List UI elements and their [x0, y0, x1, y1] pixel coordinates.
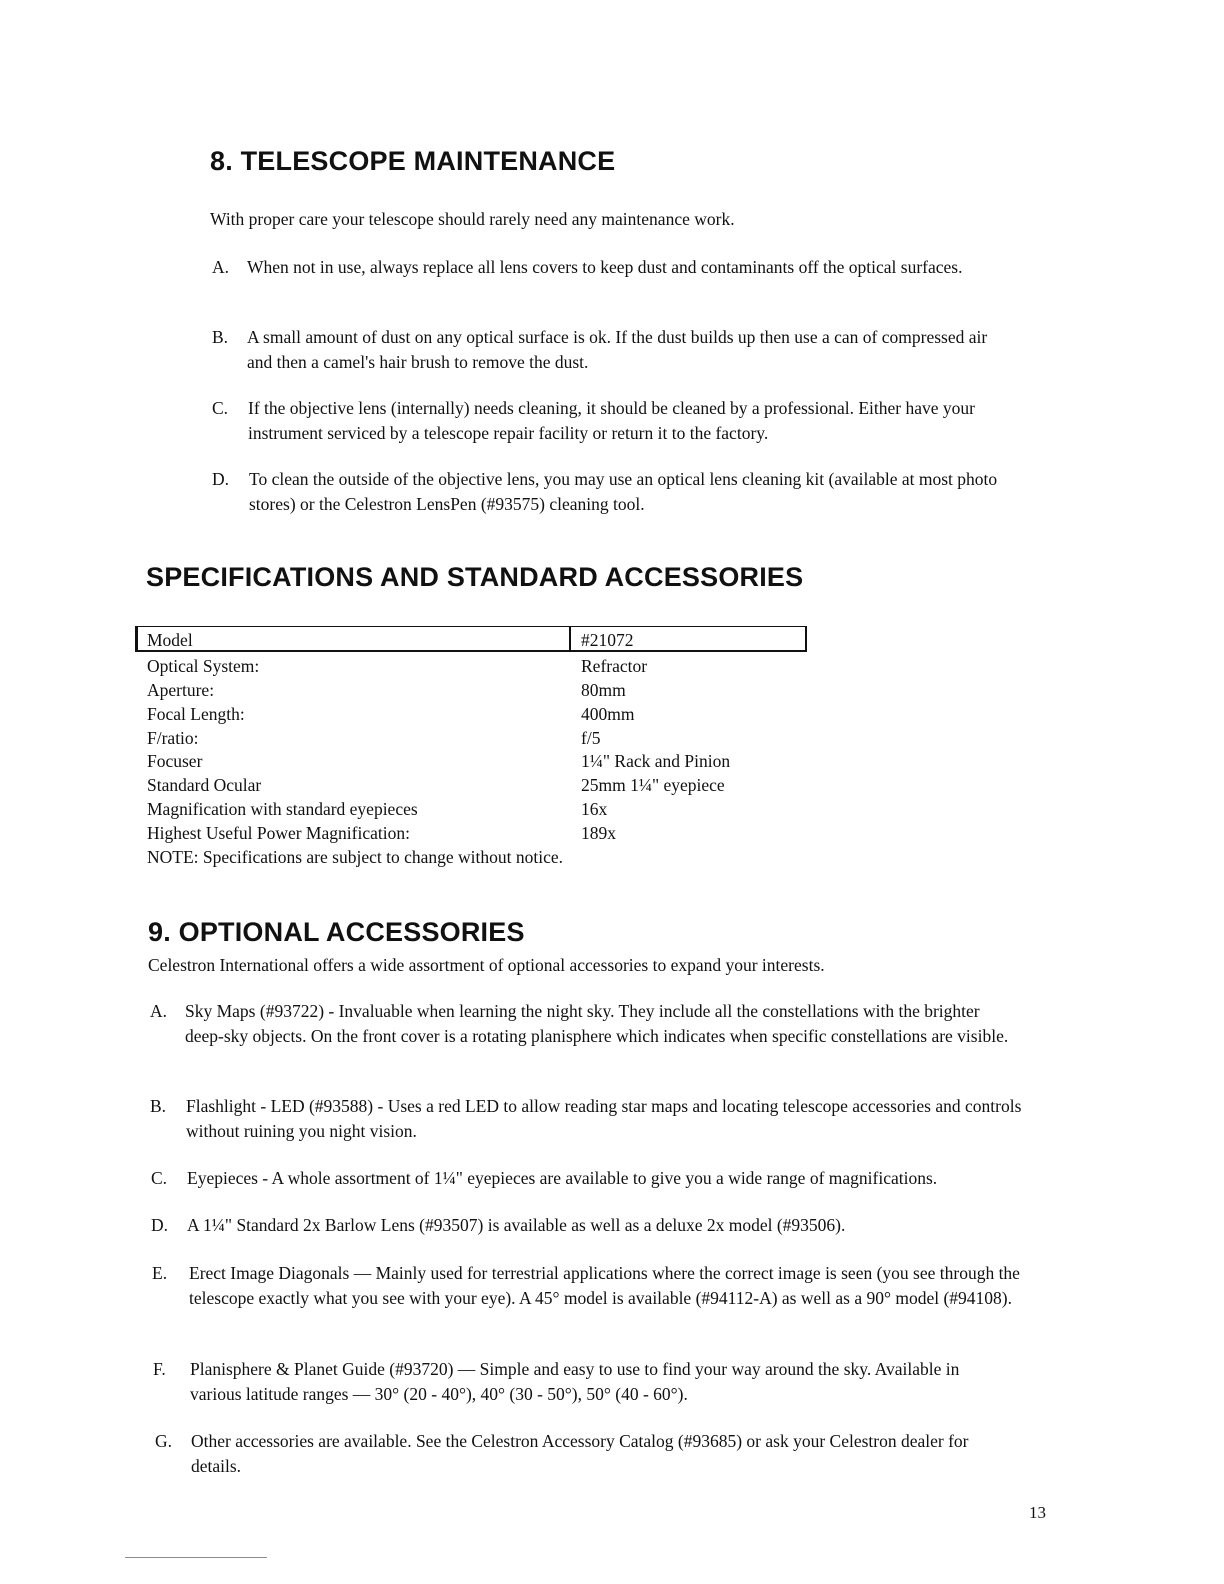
spec-key: Focuser [147, 751, 203, 771]
item-text: When not in use, always replace all lens covers to keep dust and contaminants off the optical surfaces. [247, 257, 963, 277]
item-label: D. [151, 1215, 169, 1235]
spec-key: Model [147, 630, 193, 650]
spec-key: Aperture: [147, 680, 215, 700]
item-text: A small amount of dust on any optical surface is ok. If the dust builds up then use a can of compressed air and then a camel's hair brush to remove the dust. [247, 327, 988, 372]
spec-note: NOTE: Specifications are subject to change without notice. [147, 847, 563, 867]
item-text: Erect Image Diagonals — Mainly used for terrestrial applications where the correct image is seen (you see through the telescope exactly what you see with your eye). A 45° model is available (#94112-A) as well as a 90° model (#94108). [189, 1263, 1020, 1308]
spec-value: 16x [581, 799, 608, 819]
spec-value: #21072 [581, 630, 634, 650]
item-label: B. [150, 1096, 167, 1116]
spec-value: f/5 [581, 728, 601, 748]
spec-value: Refractor [581, 656, 648, 676]
spec-key: F/ratio: [147, 728, 199, 748]
spec-key: Standard Ocular [147, 775, 262, 795]
item-label: E. [152, 1263, 168, 1283]
footer-rule [125, 1557, 267, 1558]
item-text: Planisphere & Planet Guide (#93720) — Simple and easy to use to find your way around the sky. Available in various latitude ranges — 30° (20 - 40°), 40° (30 - 50°), 50° (40 - 60°). [190, 1359, 960, 1404]
spec-key: Magnification with standard eyepieces [147, 799, 418, 819]
section-8-heading: 8. TELESCOPE MAINTENANCE [210, 146, 616, 176]
item-text: If the objective lens (internally) needs cleaning, it should be cleaned by a professional. Either have your instrument serviced by a telescope repair facility or return it to the factory. [248, 398, 975, 443]
section-9-intro: Celestron International offers a wide assortment of optional accessories to expand your interests. [148, 955, 825, 975]
section-9-heading: 9. OPTIONAL ACCESSORIES [148, 917, 525, 947]
item-label: C. [212, 398, 229, 418]
spec-value: 189x [581, 823, 616, 843]
spec-header-box [135, 626, 807, 652]
spec-value: 25mm 1¼" eyepiece [581, 775, 725, 795]
spec-key: Optical System: [147, 656, 260, 676]
item-text: To clean the outside of the objective lens, you may use an optical lens cleaning kit (available at most photo stores) or the Celestron LensPen (#93575) cleaning tool. [249, 469, 998, 514]
spec-value: 400mm [581, 704, 635, 724]
item-label: A. [150, 1001, 168, 1021]
item-label: C. [151, 1168, 168, 1188]
item-text: Eyepieces - A whole assortment of 1¼" eyepieces are available to give you a wide range of magnifications. [187, 1168, 938, 1188]
spec-key: Focal Length: [147, 704, 245, 724]
spec-value: 80mm [581, 680, 626, 700]
item-text: Other accessories are available. See the Celestron Accessory Catalog (#93685) or ask your Celestron dealer for details. [191, 1431, 969, 1476]
page-number: 13 [1029, 1503, 1046, 1522]
item-text: Flashlight - LED (#93588) - Uses a red LED to allow reading star maps and locating telescope accessories and controls without ruining you night vision. [186, 1096, 1022, 1141]
spec-value: 1¼" Rack and Pinion [581, 751, 731, 771]
section-8-intro: With proper care your telescope should rarely need any maintenance work. [210, 209, 735, 229]
item-text: A 1¼" Standard 2x Barlow Lens (#93507) is available as well as a deluxe 2x model (#93506). [187, 1215, 846, 1235]
item-label: F. [153, 1359, 166, 1379]
item-label: B. [212, 327, 229, 347]
spec-header-divider [569, 627, 571, 650]
specifications-heading: SPECIFICATIONS AND STANDARD ACCESSORIES [146, 562, 804, 592]
item-text: Sky Maps (#93722) - Invaluable when learning the night sky. They include all the constellations with the brighter deep-sky objects. On the front cover is a rotating planisphere which indicates when specific constellations are visible. [185, 1001, 1009, 1046]
item-label: A. [212, 257, 230, 277]
item-label: D. [212, 469, 230, 489]
item-label: G. [155, 1431, 173, 1451]
spec-key: Highest Useful Power Magnification: [147, 823, 410, 843]
